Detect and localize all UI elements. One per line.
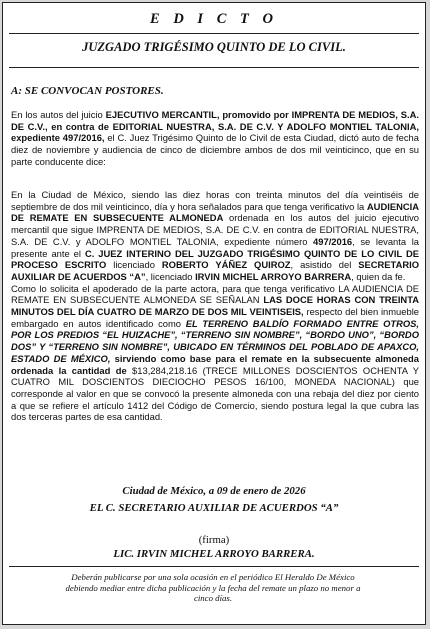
para2-run: licenciado	[106, 259, 162, 271]
para1-run: En los autos del juicio	[11, 109, 106, 120]
para2-run: , asistido del	[290, 259, 359, 271]
para2-run: ordenada en los autos del juicio ejecutivo mercantil que sigue IMPRENTA DE MEDIOS, S.A. DE C.V. en contra de EDITORIAL NUESTRA, S.A. DE C.V. y ADOLFO MONTIEL TALONIA, expediente número	[11, 212, 419, 247]
paragraph-intro	[11, 109, 419, 168]
para2-run: , quien da fe.	[351, 270, 406, 282]
para3-run: EL TERRENO BALDÍO FORMADO ENTRE OTROS, POR LOS PREDIOS “EL HUIZACHE”, “TERRENO SIN NOMBRE”, “BORDO UNO”, “BORDO DOS” Y “TERRENO SIN NOMBRE”, UBICADO EN TÉRMINOS DEL POBLADO DE APAXCO, ESTADO DE MÉXICO,	[11, 317, 420, 364]
convocation-heading: A: SE CONVOCAN POSTORES.	[11, 85, 164, 97]
publication-notice: Deberán publicarse por una sola ocasión en el periódico El Heraldo De México debiendo mediar entre dicha publicación y la fecha del remate un plazo no menor a cinco días.	[65, 572, 361, 604]
para2-run: 497/2016	[313, 235, 353, 247]
paragraph-hearing	[11, 189, 419, 423]
para2-run: C. JUEZ INTERINO DEL JUZGADO TRIGÉSIMO QUINTO DE LO CIVIL DE PROCESO ESCRITO	[11, 247, 419, 271]
paragraph-auction-text	[11, 283, 419, 423]
para3-run: LAS DOCE HORAS CON TREINTA MINUTOS DEL DÍA CUATRO DE MARZO DE DOS MIL VEINTISEIS,	[11, 294, 419, 318]
para3-run: Como lo solicita el apoderado de la parte actora, para que tenga verificativo LA AUDIENCIA DE REMATE EN SUBSECUENTE ALMONEDA SE SEÑALAN	[11, 282, 419, 306]
divider-top	[9, 33, 419, 34]
para2-run: SECRETARIO AUXILIAR DE ACUERDOS “A”	[11, 259, 420, 282]
signature-mark: (firma)	[198, 534, 230, 546]
court-name: JUZGADO TRIGÉSIMO QUINTO DE LO CIVIL.	[82, 40, 346, 54]
para3-run: sirviendo como base para el remate en la subsecuente almoneda ordenada la cantidad de	[11, 352, 419, 376]
para2-run: En la Ciudad de México, siendo las diez horas con treinta minutos del día veintiséis de septiembre de dos mil veinticinco, día y hora señalados para que tenga verificativo la	[11, 189, 419, 212]
place-date: Ciudad de México, a 09 de enero de 2026	[122, 485, 306, 497]
edict-page	[2, 2, 426, 625]
paragraph-intro-text	[11, 109, 419, 168]
para2-run: , licenciado	[145, 270, 196, 282]
edict-title: E D I C T O	[150, 11, 278, 27]
para3-run: respecto del bien inmueble embargado en autos identificado como	[11, 306, 419, 329]
paragraph-hearing-text	[11, 189, 419, 283]
para2-run: , se levanta la presente ante el	[11, 235, 419, 259]
para1-run: EJECUTIVO MERCANTIL, promovido por IMPRENTA DE MEDIOS, S.A. DE C.V., en contra de EDITORIAL NUESTRA, S.A. DE C.V. Y ADOLFO MONTIEL TALONIA, expediente 497/2016,	[11, 109, 419, 144]
secretary-title: EL C. SECRETARIO AUXILIAR DE ACUERDOS “A”	[89, 502, 339, 514]
signer-name: LIC. IRVIN MICHEL ARROYO BARRERA.	[113, 548, 315, 560]
para2-run: IRVIN MICHEL ARROYO BARRERA	[195, 270, 352, 282]
divider-court	[9, 67, 419, 68]
divider-notice	[9, 566, 419, 567]
para1-run: el C. Juez Trigésimo Quinto de lo Civil de esta Ciudad, dictó auto de fecha diez de noviembre y audiencia de cinco de diciembre ambos de dos mil veinticinco, que en su parte conducente dice:	[11, 132, 419, 167]
para2-run: ROBERTO YÁÑEZ QUIROZ	[161, 259, 291, 271]
para3-run: $13,284,218.16 (TRECE MILLONES DOSCIENTOS OCHENTA Y CUATRO MIL DOSCIENTOS DIECIOCHO PESOS 16/100, MONEDA NACIONAL) que corresponde al valor en que se convocó la presente almoneda con una rebaja del diez por ciento a que se refiere el artículo 1412 del Código de Comercio, siendo postura legal la que cubra las dos terceras partes de esa cantidad.	[11, 364, 419, 423]
para2-run: AUDIENCIA DE REMATE EN SUBSECUENTE ALMONEDA	[11, 200, 419, 224]
